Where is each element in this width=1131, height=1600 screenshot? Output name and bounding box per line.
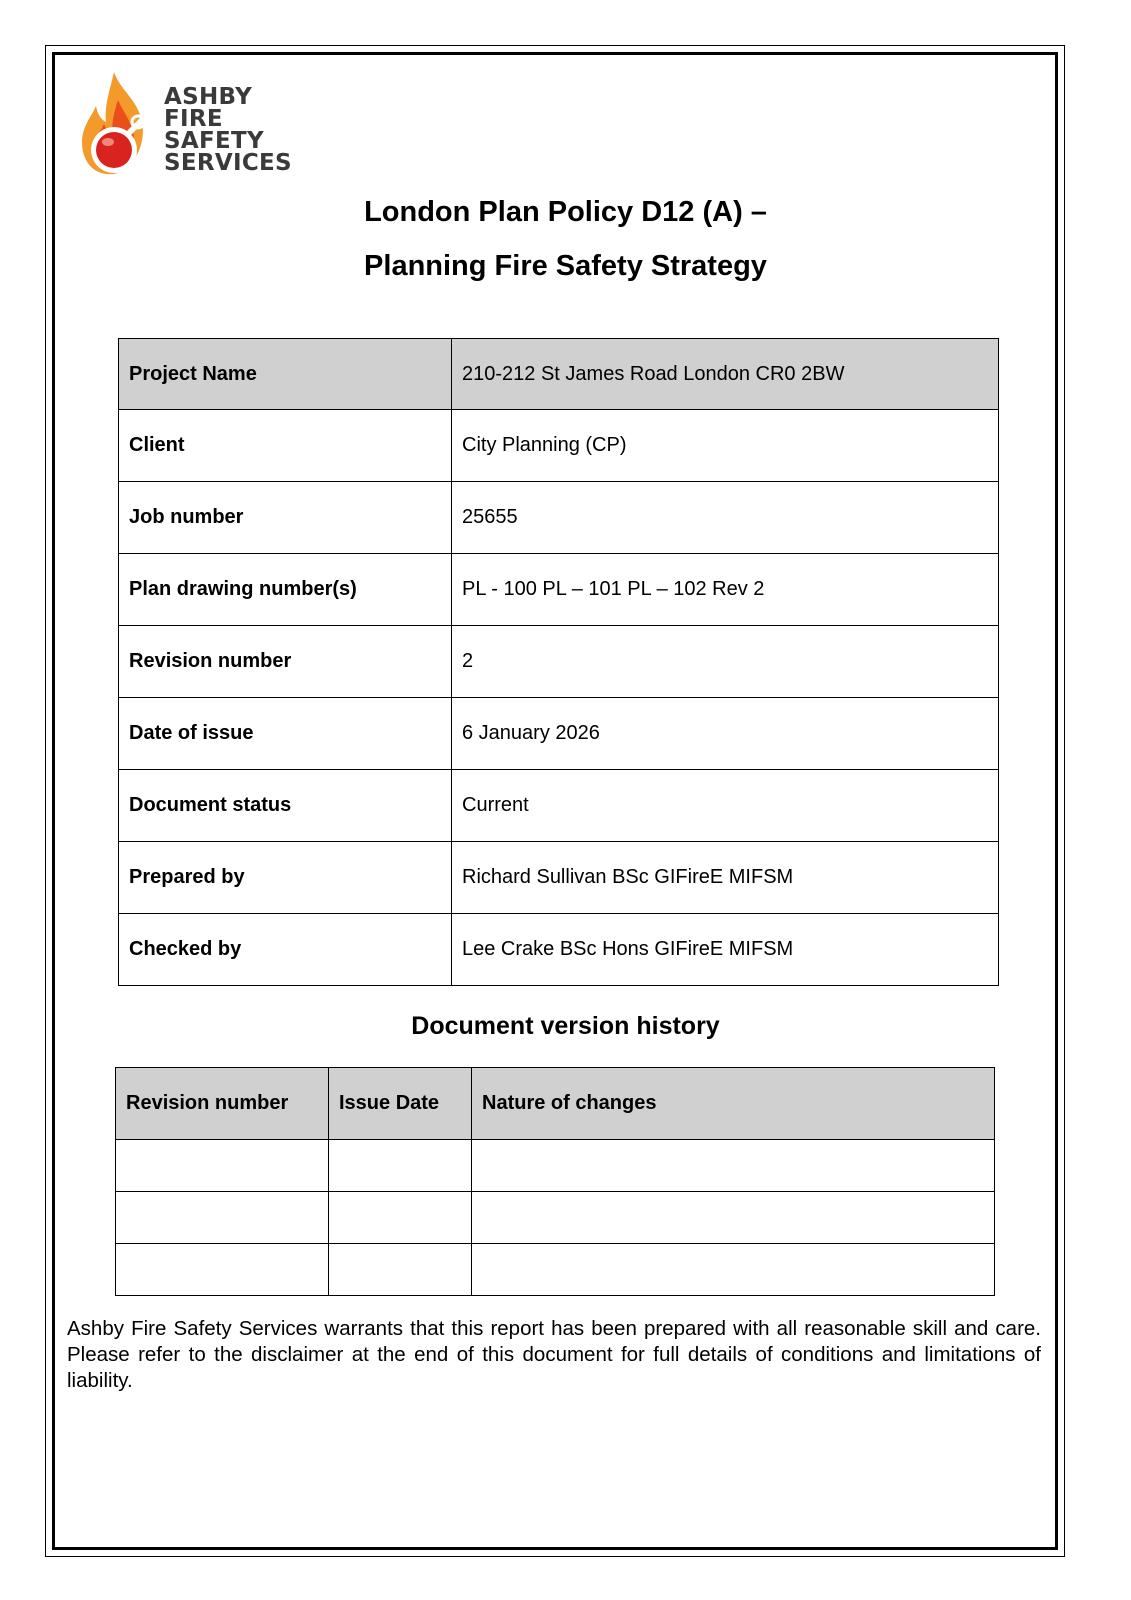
row-value: Current — [452, 770, 999, 842]
company-logo — [80, 70, 292, 182]
row-label: Client — [119, 410, 452, 482]
table-row — [119, 339, 999, 410]
table-header-row — [116, 1068, 995, 1140]
table-cell — [472, 1192, 995, 1244]
column-header-issue-date: Issue Date — [329, 1068, 472, 1140]
table-cell — [472, 1244, 995, 1296]
row-value: 2 — [452, 626, 999, 698]
row-value: PL - 100 PL – 101 PL – 102 Rev 2 — [452, 554, 999, 626]
row-value: 6 January 2026 — [452, 698, 999, 770]
logo-text-line: SAFETY — [164, 128, 264, 154]
row-label: Checked by — [119, 914, 452, 986]
row-label: Document status — [119, 770, 452, 842]
table-cell — [472, 1140, 995, 1192]
flame-logo-icon — [80, 70, 156, 182]
project-info-table — [118, 338, 999, 986]
disclaimer-text: Ashby Fire Safety Services warrants that this report has been prepared with all reasonable skill and care. Please refer to the disclaimer at the end of this document for full details of conditions and limitations of liability. — [67, 1317, 1041, 1392]
row-value: Richard Sullivan BSc GIFireE MIFSM — [452, 842, 999, 914]
table-cell — [116, 1140, 329, 1192]
version-history-table — [115, 1067, 995, 1296]
table-cell — [329, 1244, 472, 1296]
table-row — [116, 1140, 995, 1192]
table-row — [119, 842, 999, 914]
row-value: Lee Crake BSc Hons GIFireE MIFSM — [452, 914, 999, 986]
row-value: 210-212 St James Road London CR0 2BW — [452, 339, 999, 410]
row-label: Plan drawing number(s) — [119, 554, 452, 626]
table-row — [116, 1244, 995, 1296]
document-title-line-2: Planning Fire Safety Strategy — [364, 250, 767, 282]
table-cell — [329, 1192, 472, 1244]
row-value: 25655 — [452, 482, 999, 554]
table-row — [119, 770, 999, 842]
table-row — [119, 482, 999, 554]
version-history-heading: Document version history — [411, 1012, 720, 1040]
row-label: Date of issue — [119, 698, 452, 770]
table-row — [116, 1192, 995, 1244]
table-cell — [329, 1140, 472, 1192]
table-row — [119, 626, 999, 698]
logo-text-line: ASHBY — [164, 84, 253, 110]
row-label: Prepared by — [119, 842, 452, 914]
document-title-line-1: London Plan Policy D12 (A) – — [364, 196, 767, 228]
table-row — [119, 914, 999, 986]
row-value: City Planning (CP) — [452, 410, 999, 482]
row-label: Job number — [119, 482, 452, 554]
column-header-revision: Revision number — [116, 1068, 329, 1140]
table-row — [119, 698, 999, 770]
row-label: Project Name — [119, 339, 452, 410]
logo-wordmark — [164, 86, 292, 174]
table-cell — [116, 1192, 329, 1244]
row-label: Revision number — [119, 626, 452, 698]
table-row — [119, 410, 999, 482]
logo-text-line: SERVICES — [164, 150, 292, 176]
logo-text-line: FIRE — [164, 106, 223, 132]
column-header-nature-of-changes: Nature of changes — [472, 1068, 995, 1140]
table-row — [119, 554, 999, 626]
table-cell — [116, 1244, 329, 1296]
